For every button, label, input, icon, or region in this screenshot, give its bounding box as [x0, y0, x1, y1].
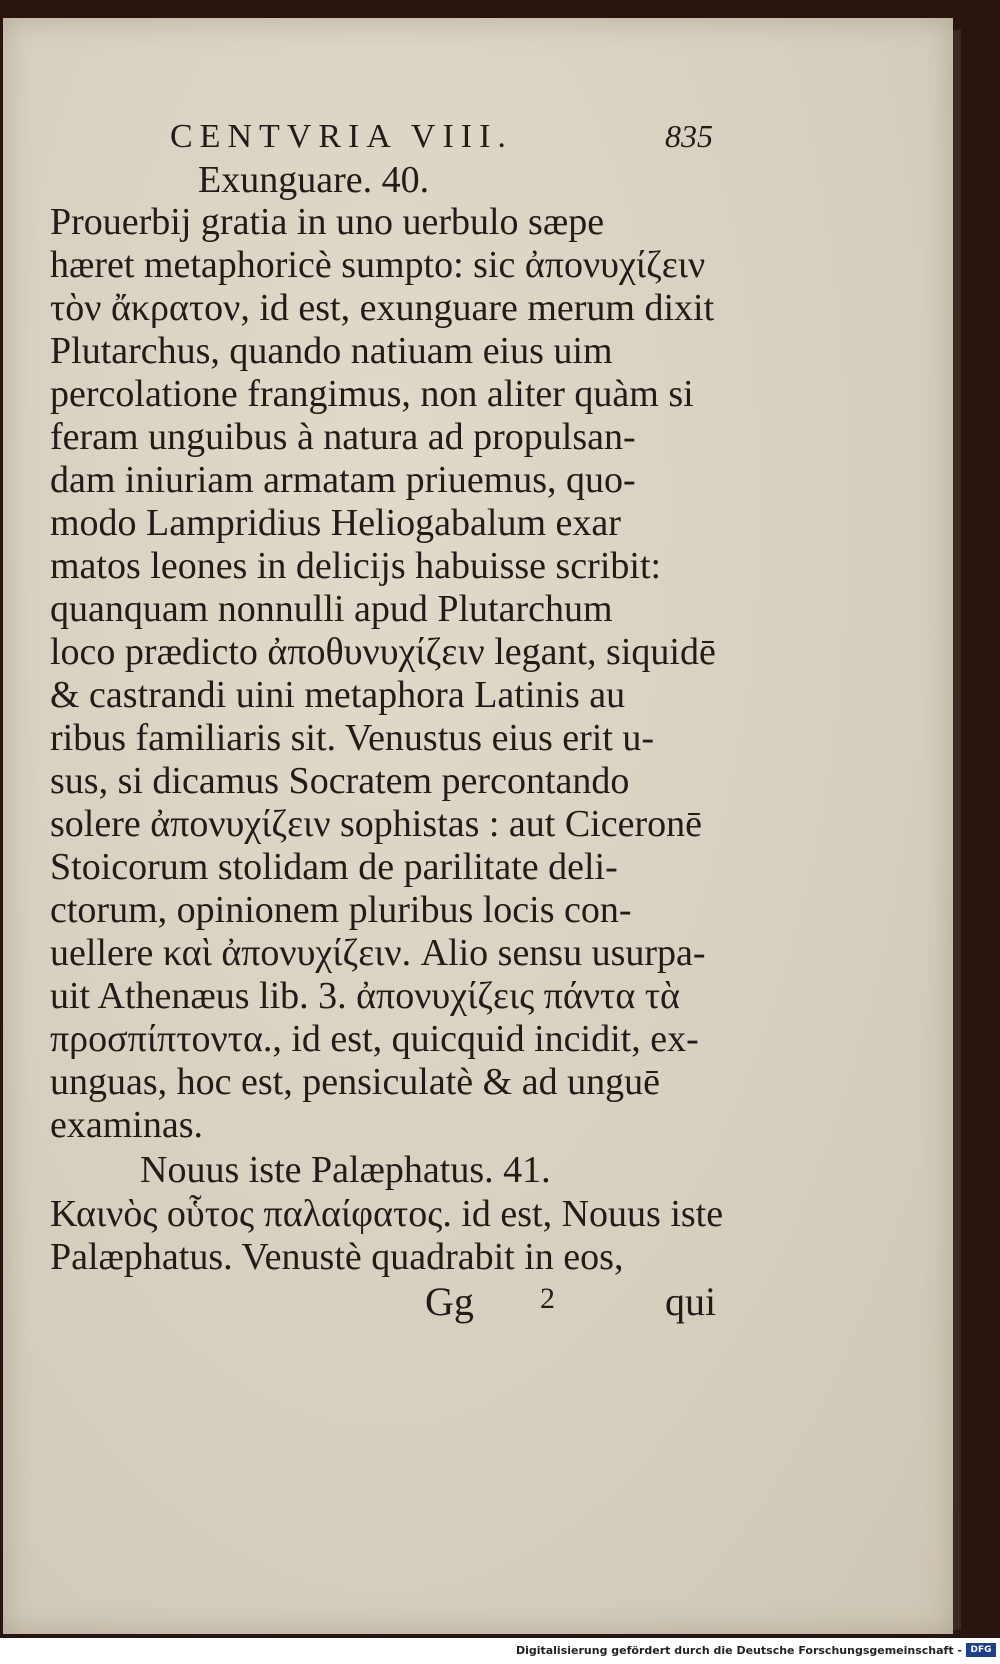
- dfg-logo: DFG: [966, 1643, 996, 1657]
- section-heading: Exunguare. 40.: [198, 159, 430, 201]
- text-line: matos leones in delicijs habuisse scribit:: [50, 545, 662, 587]
- text-line: Plutarchus, quando natiuam eius uim: [50, 330, 613, 372]
- section-heading: Nouus iste Palæphatus. 41.: [140, 1149, 551, 1191]
- text-line: loco prædicto ἀποθυνυχίζειν legant, siquidē: [50, 631, 716, 673]
- text-line: dam iniuriam armatam priuemus, quo-: [50, 459, 636, 501]
- funding-credit: Digitalisierung gefördert durch die Deutsche Forschungsgemeinschaft -: [515, 1644, 962, 1657]
- text-line: Stoicorum stolidam de parilitate deli-: [50, 846, 618, 888]
- text-line: feram unguibus à natura ad propulsan-: [50, 416, 636, 458]
- text-line: examinas.: [50, 1104, 204, 1146]
- text-line: sus, si dicamus Socratem percontando: [50, 760, 630, 802]
- signature-mark: Gg: [425, 1279, 474, 1324]
- text-line: quanquam nonnulli apud Plutarchum: [50, 588, 613, 630]
- text-line: uellere καὶ ἀπονυχίζειν. Alio sensu usurpa-: [50, 932, 706, 974]
- text-line: & castrandi uini metaphora Latinis au: [50, 674, 626, 716]
- text-line: Palæphatus. Venustè quadrabit in eos,: [50, 1236, 624, 1278]
- running-title: CENTVRIA VIII.: [170, 118, 513, 155]
- text-line: hæret metaphoricè sumpto: sic ἀπονυχίζειν: [50, 244, 706, 286]
- page-number: 835: [665, 118, 713, 154]
- signature-number: 2: [540, 1282, 555, 1315]
- text-line: Prouerbij gratia in uno uerbulo sæpe: [50, 201, 605, 243]
- text-line: τὸν ἄκρατον, id est, exunguare merum dixit: [50, 287, 715, 329]
- text-line: modo Lampridius Heliogabalum exar: [50, 502, 621, 544]
- catchword: qui: [665, 1279, 717, 1324]
- text-line: ctorum, opinionem pluribus locis con-: [50, 889, 632, 931]
- text-line: solere ἀπονυχίζειν sophistas : aut Ciceronē: [50, 803, 702, 845]
- text-line: unguas, hoc est, pensiculatè & ad unguē: [50, 1061, 660, 1103]
- page-edge-shadow: [953, 30, 961, 1630]
- text-line: uit Athenæus lib. 3. ἀπονυχίζεις πάντα τὰ: [50, 975, 680, 1017]
- text-line: Καινὸς οὗτος παλαίφατος. id est, Nouus iste: [50, 1193, 724, 1235]
- text-line: ribus familiaris sit. Venustus eius erit u-: [50, 717, 655, 759]
- text-line: percolatione frangimus, non aliter quàm si: [50, 373, 694, 415]
- text-line: προσπίπτοντα., id est, quicquid incidit, ex-: [50, 1018, 699, 1060]
